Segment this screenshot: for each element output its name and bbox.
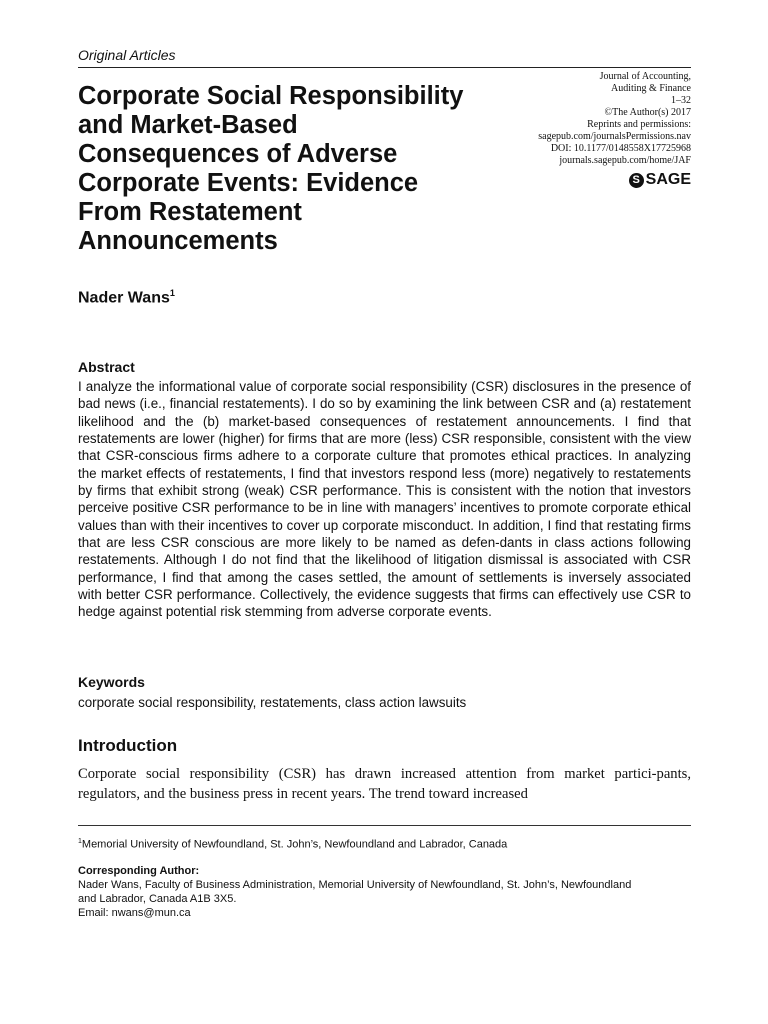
page-range: 1–32	[671, 95, 691, 106]
reprints-label: Reprints and permissions:	[587, 119, 691, 130]
keywords-text: corporate social responsibility, restatements, class action lawsuits	[78, 695, 467, 710]
abstract-heading: Abstract	[78, 359, 135, 375]
footnote-rule	[78, 825, 691, 826]
affiliation-footnote-mark: 1	[78, 838, 82, 845]
corresponding-author-line-1: Nader Wans, Faculty of Business Administration, Memorial University of Newfoundland, St. John’s, Newfoundland	[78, 878, 632, 891]
sage-logo	[629, 171, 691, 189]
introduction-text: Corporate social responsibility (CSR) has drawn increased attention from market partici-pants, regulators, and the business press in recent years. The trend toward increased	[78, 766, 691, 802]
footnotes	[78, 835, 691, 920]
sage-logo-text: SAGE	[645, 171, 691, 188]
journal-name-line-1: Journal of Accounting,	[599, 71, 691, 82]
author-affiliation-mark: 1	[169, 288, 175, 298]
article-title: Corporate Social Responsibility and Market-Based Consequences of Adverse Corporate Events: Evidence From Restatement Announcements	[78, 82, 464, 255]
copyright: ©The Author(s) 2017	[604, 107, 691, 118]
affiliation-footnote	[78, 835, 691, 852]
corresponding-author-line-2: and Labrador, Canada A1B 3X5.	[78, 892, 237, 905]
abstract-text: I analyze the informational value of corporate social responsibility (CSR) disclosures in the presence of bad news (i.e., financial restatements). I do so by examining the link between CSR and (a) restatement likelihood and the (b) market-based consequences of restatement announcements. I find that restatements are lower (higher) for firms that are more (less) CSR responsible, consistent with the view that CSR-conscious firms adhere to a corporate culture that promotes ethical practices. In analyzing the market effects of restatements, I find that investors respond less (more) negatively to restatements by firms that exhibit strong (weak) CSR performance. This is consistent with the notion that investors perceive positive CSR performance to be in line with managers’ incentives to promote corporate ethical values than with their incentives to cover up corporate misconduct. In addition, I find that restating firms that are less CSR conscious are more likely to be named as defen-dants in class actions following restatements. Although I do not find that the likelihood of litigation dismissal is associated with CSR performance, I find that among the cases settled, the amount of settlements is inversely associated with better CSR performance. Collectively, the evidence suggests that firms can effectively use CSR to hedge against potential risk stemming from adverse corporate events.	[78, 379, 691, 620]
author-name	[78, 288, 175, 307]
corresponding-author-email[interactable]: Email: nwans@mun.ca	[78, 906, 191, 919]
keywords-heading: Keywords	[78, 674, 145, 690]
sage-logo-icon: S	[629, 173, 644, 188]
permissions-link[interactable]: sagepub.com/journalsPermissions.nav	[538, 131, 691, 142]
header-rule	[78, 67, 691, 68]
author-name-text: Nader Wans	[78, 289, 170, 307]
corresponding-author-heading: Corresponding Author:	[78, 864, 200, 877]
journal-homepage-link[interactable]: journals.sagepub.com/home/JAF	[559, 155, 691, 166]
section-label: Original Articles	[78, 47, 176, 63]
affiliation-text: Memorial University of Newfoundland, St. John’s, Newfoundland and Labrador, Canada	[81, 838, 508, 851]
introduction-heading: Introduction	[78, 736, 178, 755]
doi[interactable]: DOI: 10.1177/0148558X17725968	[550, 143, 691, 154]
journal-name-line-2: Auditing & Finance	[611, 83, 691, 94]
